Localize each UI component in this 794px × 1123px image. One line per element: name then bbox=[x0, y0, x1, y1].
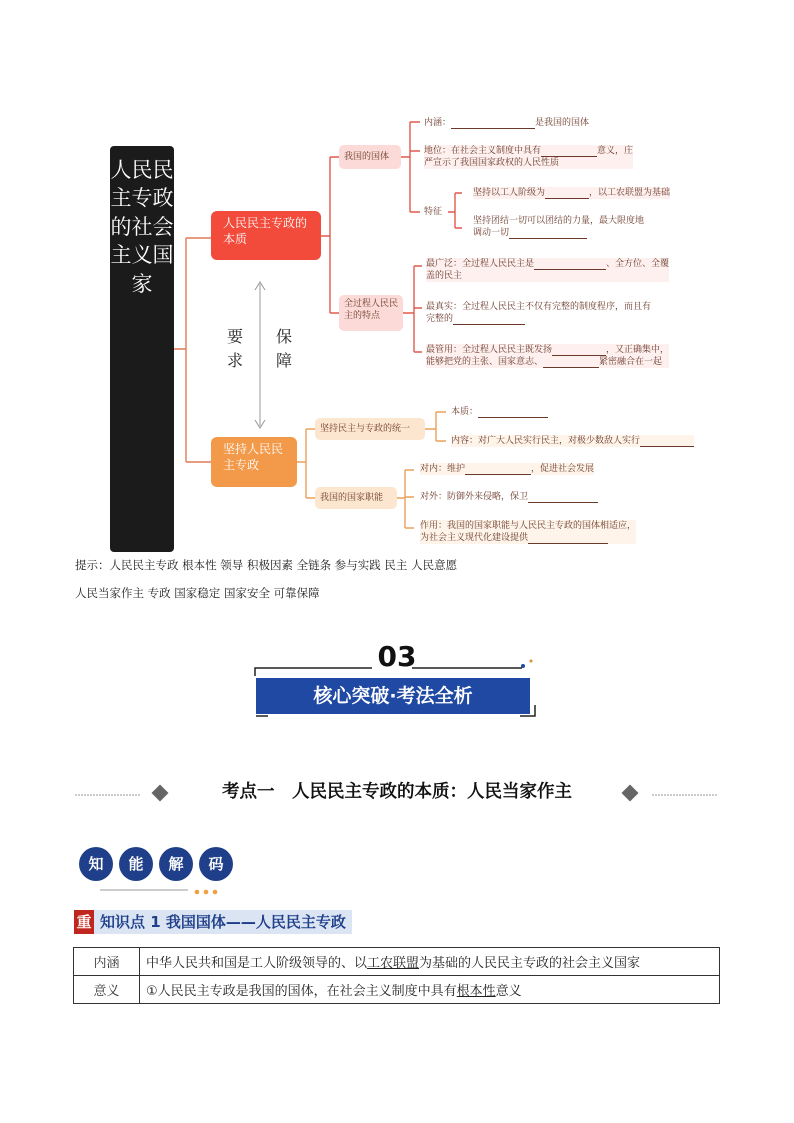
badge-ma: 码 bbox=[199, 847, 233, 881]
node-essence: 人民民主专政的本质 bbox=[211, 211, 321, 260]
table-head-neihan: 内涵 bbox=[74, 948, 140, 976]
leaf-tz1: 坚持以工人阶级为 ，以工农联盟为基础 bbox=[473, 188, 671, 198]
table-cell-neihan: 中华人民共和国是工人阶级领导的、以工农联盟为基础的人民民主专政的社会主义国家 bbox=[140, 948, 720, 976]
leaf-w3: 最管用：全过程人民民主既发扬 ，又正确集中， 能够把党的主张、国家意志、 紧密融合在一起 bbox=[426, 345, 670, 367]
leaf-benzhi: 本质： bbox=[451, 406, 548, 418]
table-head-yiyi: 意义 bbox=[74, 976, 140, 1004]
badge-zhi: 知 bbox=[79, 847, 113, 881]
hint-line-2: 人民当家作主 专政 国家稳定 国家安全 可靠保障 bbox=[75, 586, 320, 600]
leaf-tezheng: 特征 bbox=[424, 207, 443, 217]
table-row bbox=[74, 976, 720, 1004]
knowledge-table bbox=[73, 947, 720, 1004]
badge-jie: 解 bbox=[159, 847, 193, 881]
section-title: 考点一 人民民主专政的本质：人民当家作主 bbox=[222, 782, 572, 802]
badge-underline bbox=[0, 884, 794, 900]
table-row bbox=[74, 948, 720, 976]
table-cell-yiyi: ①人民民主专政是我国的国体，在社会主义制度中具有根本性意义 bbox=[140, 976, 720, 1004]
node-guoti: 我国的国体 bbox=[339, 145, 401, 169]
node-function: 我国的国家职能 bbox=[315, 487, 397, 509]
leaf-zuoyong: 作用：我国的国家职能与人民民主专政的国体相适应， 为社会主义现代化建设提供 bbox=[420, 521, 637, 543]
key-tag: 重 bbox=[74, 910, 94, 934]
leaf-duiwai: 对外：防御外来侵略，保卫 bbox=[420, 491, 598, 503]
banner-title: 核心突破·考法全析 bbox=[256, 678, 530, 714]
leaf-neirong: 内容：对广大人民实行民主，对极少数敌人实行 bbox=[451, 435, 694, 447]
badge-neng: 能 bbox=[119, 847, 153, 881]
mindmap-root-label: 人民民主专政的社会主义国家 bbox=[110, 158, 174, 296]
leaf-duinei: 对内：维护 ，促进社会发展 bbox=[420, 464, 595, 474]
knowledge-point-title: 知识点 1 我国国体——人民民主专政 bbox=[94, 910, 352, 934]
banner-number: 03 bbox=[377, 640, 417, 673]
relation-guarantee: 保障 bbox=[276, 327, 293, 370]
node-adhere: 坚持人民民主专政 bbox=[211, 437, 297, 487]
leaf-w1: 最广泛：全过程人民民主是 、全方位、全覆 盖的民主 bbox=[426, 259, 670, 281]
leaf-w2: 最真实：全过程人民民主不仅有完整的制度程序，而且有 完整的 bbox=[426, 302, 652, 324]
leaf-neihan: 内涵： 是我国的国体 bbox=[424, 118, 590, 128]
leaf-diwei: 地位：在社会主义制度中具有 意义，庄 严宣示了我国国家政权的人民性质 bbox=[424, 146, 634, 168]
relation-require: 要求 bbox=[227, 327, 244, 370]
node-unity: 坚持民主与专政的统一 bbox=[315, 418, 425, 440]
leaf-tz2: 坚持团结一切可以团结的力量，最大限度地 调动一切 bbox=[473, 216, 645, 238]
hint-line-1: 提示：人民民主专政 根本性 领导 积极因素 全链条 参与实践 民主 人民意愿 bbox=[75, 558, 458, 572]
node-whole-process: 全过程人民民主的特点 bbox=[339, 295, 403, 331]
